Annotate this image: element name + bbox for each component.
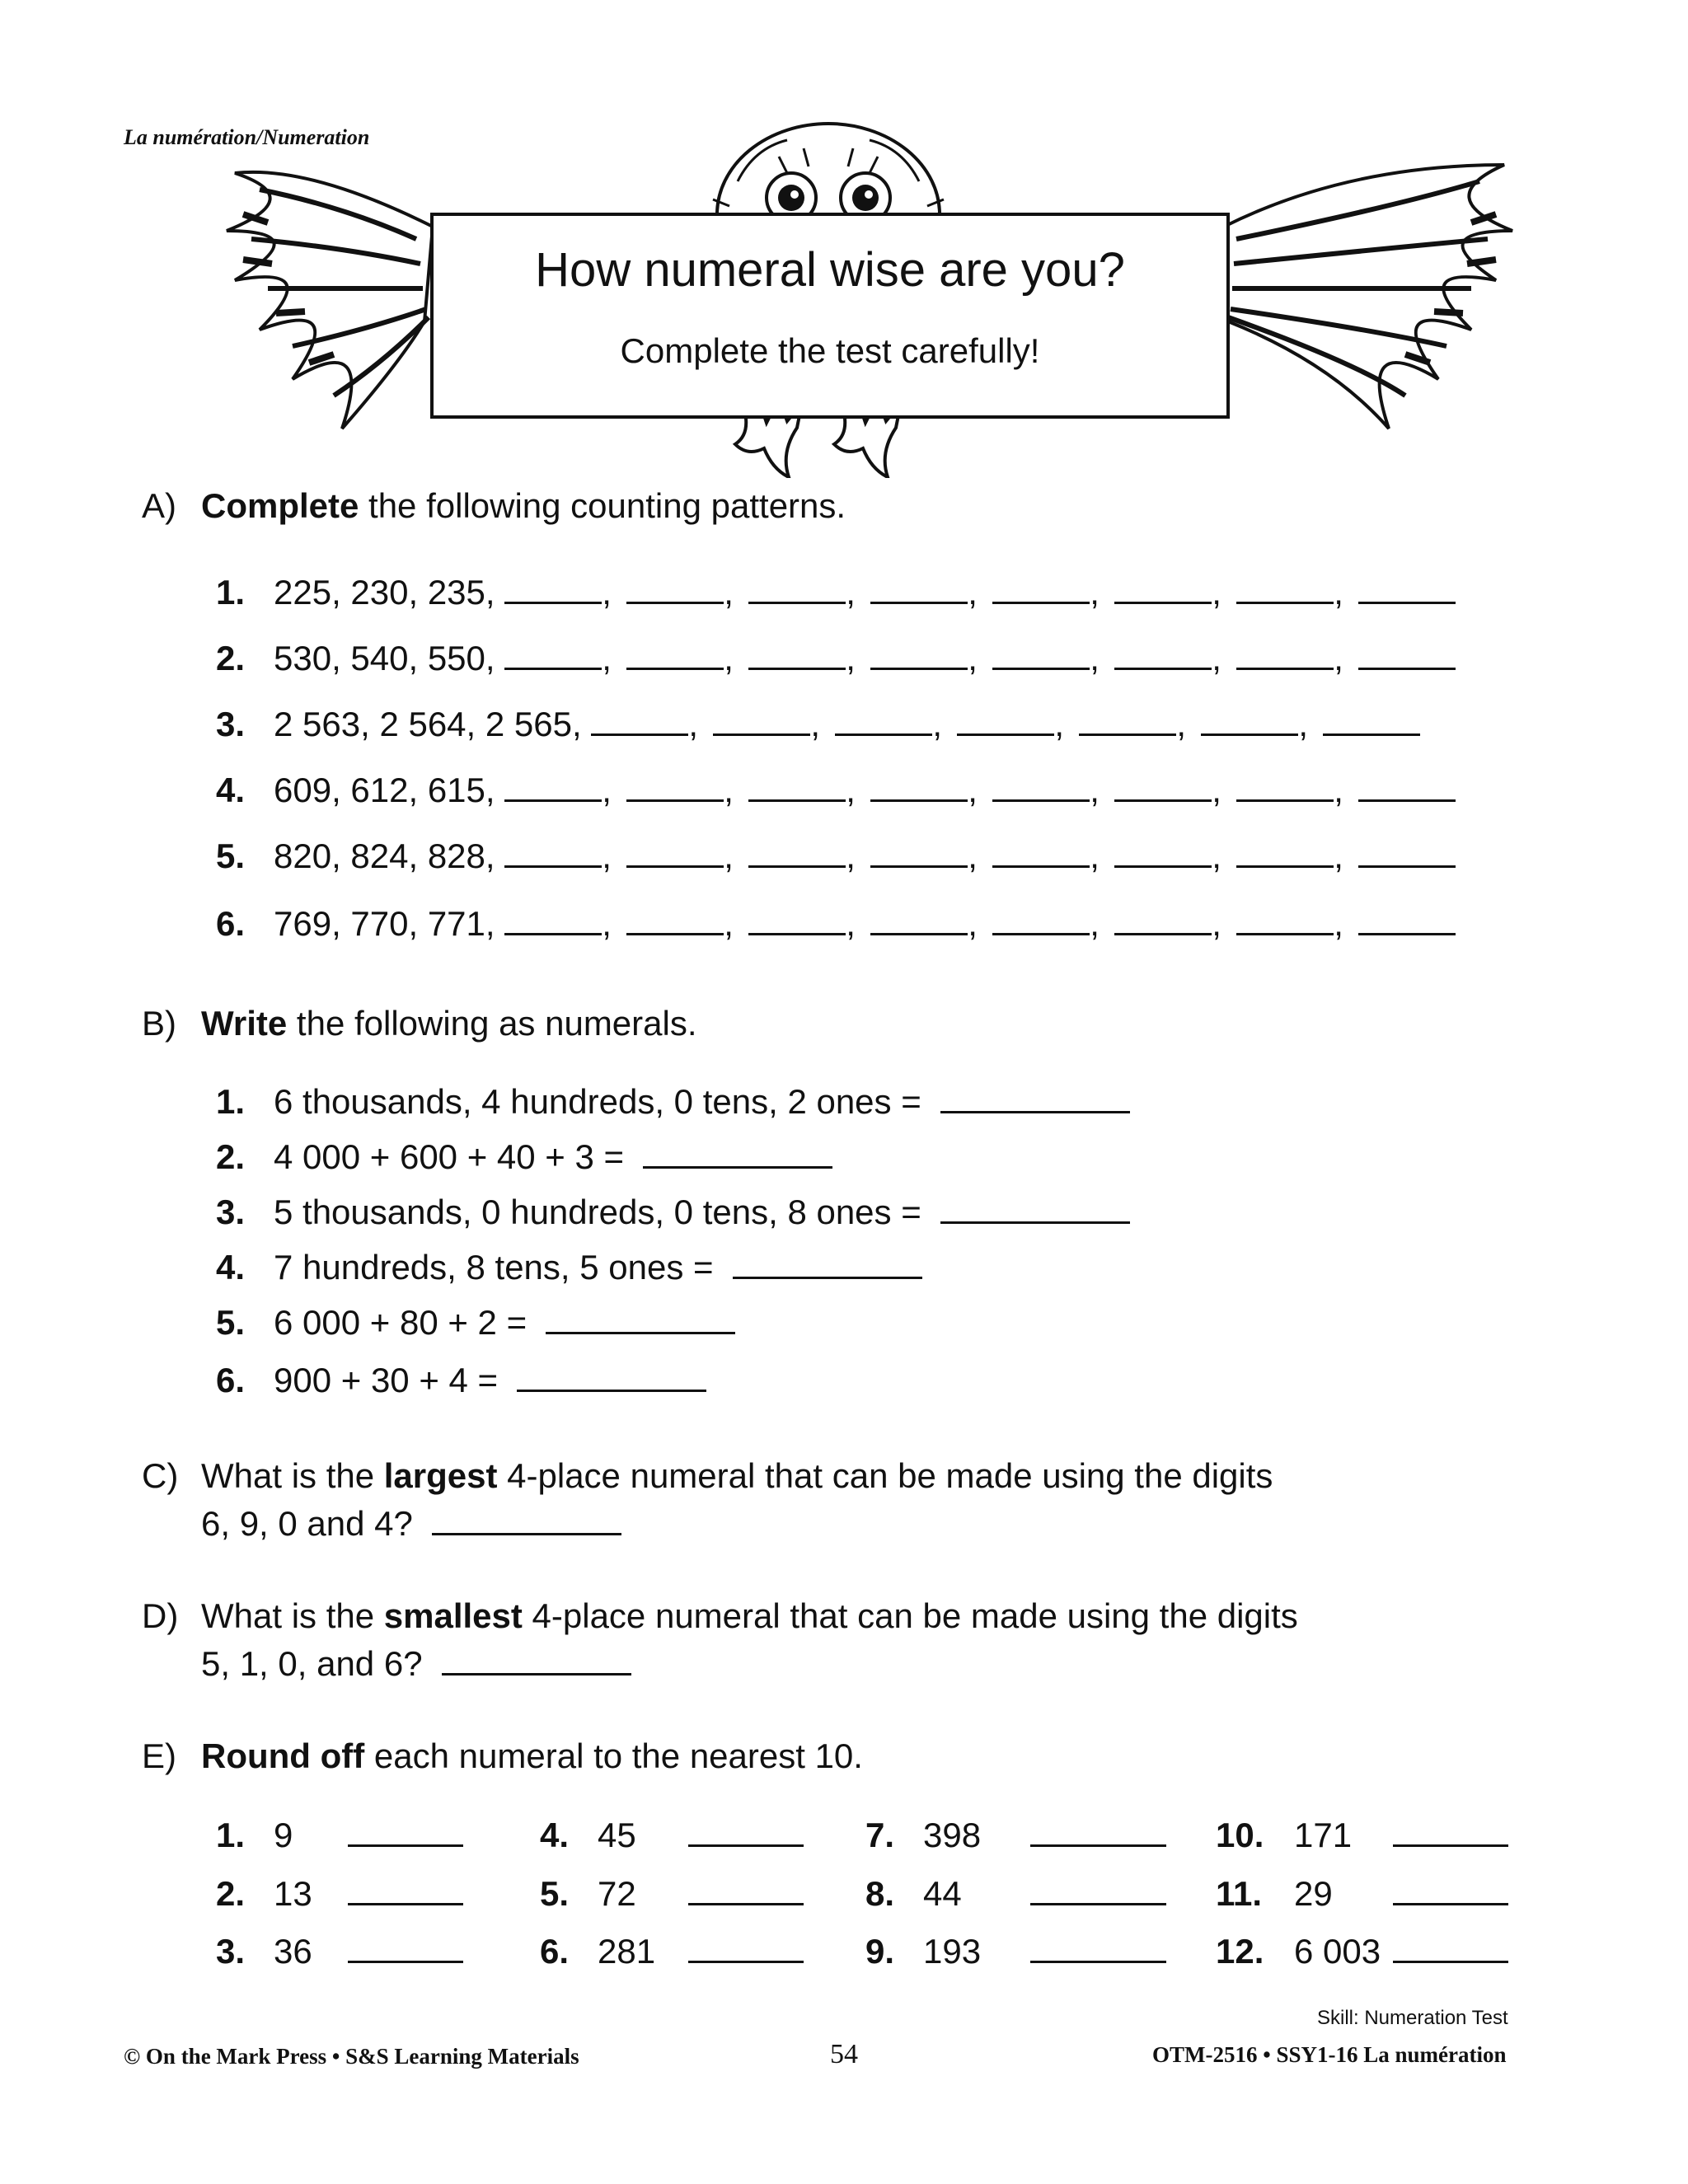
answer-blank[interactable] — [1114, 799, 1212, 802]
section-d-pre: What is the — [201, 1596, 384, 1635]
answer-blank[interactable] — [348, 1961, 463, 1963]
item-number: 2. — [216, 1874, 246, 1913]
comma-separator: , — [1298, 705, 1308, 743]
answer-blank[interactable] — [748, 668, 846, 670]
section-a-bold: Complete — [201, 486, 359, 525]
comma-separator: , — [1054, 705, 1064, 743]
pattern-start: 609, 612, 615, — [274, 771, 495, 809]
numeral-row — [216, 1082, 1130, 1122]
comma-separator: , — [810, 705, 820, 743]
section-c-question — [142, 1456, 1273, 1496]
answer-blank[interactable] — [1114, 865, 1212, 868]
comma-separator: , — [724, 573, 734, 612]
item-number: 2. — [216, 639, 246, 677]
answer-blank[interactable] — [442, 1673, 631, 1675]
comma-separator: , — [1090, 573, 1100, 612]
answer-blank[interactable] — [504, 668, 602, 670]
rounding-item — [865, 1932, 1166, 1971]
numeral-expression: 5 thousands, 0 hundreds, 0 tens, 8 ones = — [274, 1193, 921, 1231]
pattern-start: 225, 230, 235, — [274, 573, 495, 612]
section-e-bold: Round off — [201, 1736, 365, 1775]
answer-blank[interactable] — [1323, 733, 1420, 736]
answer-blank[interactable] — [1358, 933, 1456, 935]
answer-blank[interactable] — [748, 799, 846, 802]
numeral-row — [216, 1193, 1130, 1232]
item-number: 11. — [1216, 1874, 1263, 1913]
item-number: 12. — [1216, 1932, 1264, 1971]
comma-separator: , — [602, 771, 612, 809]
comma-separator: , — [724, 639, 734, 677]
answer-blank[interactable] — [870, 668, 968, 670]
item-number: 6. — [540, 1932, 570, 1971]
pattern-start: 820, 824, 828, — [274, 837, 495, 875]
answer-blank[interactable] — [1236, 602, 1334, 604]
answer-blank[interactable] — [870, 602, 968, 604]
answer-blank[interactable] — [626, 799, 724, 802]
rounding-value: 72 — [598, 1874, 636, 1913]
answer-blank[interactable] — [1079, 733, 1176, 736]
answer-blank[interactable] — [992, 865, 1090, 868]
answer-blank[interactable] — [733, 1277, 922, 1279]
answer-blank[interactable] — [643, 1166, 832, 1169]
item-number: 5. — [216, 837, 246, 875]
section-d-question — [142, 1596, 1298, 1636]
numeral-expression: 900 + 30 + 4 = — [274, 1361, 499, 1399]
section-c-digits: 6, 9, 0 and 4? — [201, 1504, 413, 1543]
answer-blank[interactable] — [1358, 799, 1456, 802]
comma-separator: , — [1334, 771, 1343, 809]
comma-separator: , — [602, 639, 612, 677]
answer-blank[interactable] — [870, 799, 968, 802]
rounding-item — [865, 1874, 1166, 1914]
comma-separator: , — [1212, 837, 1221, 875]
comma-separator: , — [1334, 904, 1343, 943]
answer-blank[interactable] — [713, 733, 810, 736]
comma-separator: , — [602, 837, 612, 875]
section-b-text: the following as numerals. — [287, 1004, 697, 1043]
section-b-heading — [142, 1004, 697, 1043]
answer-blank[interactable] — [1201, 733, 1298, 736]
answer-blank[interactable] — [626, 602, 724, 604]
rounding-item — [1216, 1816, 1508, 1855]
comma-separator: , — [846, 573, 856, 612]
answer-blank[interactable] — [1393, 1844, 1508, 1847]
numeral-row — [216, 1137, 832, 1177]
numeral-row — [216, 1248, 922, 1287]
answer-blank[interactable] — [432, 1533, 621, 1535]
section-d-line2 — [201, 1644, 631, 1684]
item-number: 3. — [216, 1932, 246, 1971]
numeral-expression: 7 hundreds, 8 tens, 5 ones = — [274, 1248, 714, 1286]
rounding-item — [1216, 1874, 1508, 1914]
item-number: 1. — [216, 573, 246, 612]
rounding-value: 13 — [274, 1874, 312, 1913]
item-number: 5. — [540, 1874, 570, 1913]
comma-separator: , — [968, 904, 978, 943]
answer-blank[interactable] — [748, 602, 846, 604]
answer-blank[interactable] — [1236, 865, 1334, 868]
comma-separator: , — [846, 639, 856, 677]
comma-separator: , — [1334, 639, 1343, 677]
page-subtitle: Complete the test carefully! — [620, 331, 1040, 370]
section-c-post: 4-place numeral that can be made using the digits — [497, 1456, 1273, 1495]
numeral-row — [216, 1361, 706, 1400]
rounding-value: 44 — [923, 1874, 962, 1913]
answer-blank[interactable] — [517, 1390, 706, 1392]
item-number: 9. — [865, 1932, 895, 1971]
comma-separator: , — [932, 705, 942, 743]
rounding-item — [540, 1932, 804, 1971]
answer-blank[interactable] — [688, 1844, 804, 1847]
answer-blank[interactable] — [748, 933, 846, 935]
section-c-line2 — [201, 1504, 621, 1544]
comma-separator: , — [1090, 771, 1100, 809]
comma-separator: , — [724, 904, 734, 943]
pattern-row — [216, 573, 1456, 612]
pattern-row — [216, 904, 1456, 944]
rounding-item — [540, 1816, 804, 1855]
comma-separator: , — [1212, 771, 1221, 809]
answer-blank[interactable] — [992, 799, 1090, 802]
rounding-value: 29 — [1294, 1874, 1333, 1913]
item-number: 7. — [865, 1816, 895, 1854]
answer-blank[interactable] — [1030, 1844, 1166, 1847]
answer-blank[interactable] — [1236, 799, 1334, 802]
comma-separator: , — [1212, 573, 1221, 612]
numeral-row — [216, 1303, 735, 1343]
item-number: 6. — [216, 1361, 246, 1399]
answer-blank[interactable] — [1030, 1903, 1166, 1905]
section-letter: E) — [142, 1736, 176, 1775]
answer-blank[interactable] — [835, 733, 932, 736]
comma-separator: , — [846, 771, 856, 809]
comma-separator: , — [688, 705, 698, 743]
comma-separator: , — [602, 904, 612, 943]
item-number: 4. — [540, 1816, 570, 1854]
rounding-value: 398 — [923, 1816, 982, 1854]
title-box — [430, 213, 1230, 419]
answer-blank[interactable] — [1030, 1961, 1166, 1963]
comma-separator: , — [968, 837, 978, 875]
comma-separator: , — [968, 573, 978, 612]
item-number: 3. — [216, 1193, 246, 1231]
item-number: 8. — [865, 1874, 895, 1913]
rounding-value: 9 — [274, 1816, 293, 1854]
section-letter: B) — [142, 1004, 176, 1043]
footer-code: OTM-2516 • SSY1-16 La numération — [1152, 2042, 1507, 2067]
answer-blank[interactable] — [1358, 602, 1456, 604]
answer-blank[interactable] — [1393, 1961, 1508, 1963]
answer-blank[interactable] — [504, 933, 602, 935]
pattern-start: 530, 540, 550, — [274, 639, 495, 677]
comma-separator: , — [1334, 837, 1343, 875]
answer-blank[interactable] — [1236, 668, 1334, 670]
answer-blank[interactable] — [688, 1903, 804, 1905]
numeral-expression: 6 000 + 80 + 2 = — [274, 1303, 528, 1342]
answer-blank[interactable] — [870, 865, 968, 868]
section-a-heading — [142, 486, 846, 526]
item-number: 4. — [216, 771, 246, 809]
section-c-pre: What is the — [201, 1456, 384, 1495]
answer-blank[interactable] — [626, 668, 724, 670]
answer-blank[interactable] — [504, 799, 602, 802]
pattern-row — [216, 705, 1420, 744]
item-number: 3. — [216, 705, 246, 743]
item-number: 2. — [216, 1137, 246, 1176]
rounding-item — [540, 1874, 804, 1914]
answer-blank[interactable] — [348, 1844, 463, 1847]
answer-blank[interactable] — [1358, 668, 1456, 670]
answer-blank[interactable] — [626, 865, 724, 868]
answer-blank[interactable] — [504, 865, 602, 868]
answer-blank[interactable] — [1114, 933, 1212, 935]
answer-blank[interactable] — [591, 733, 688, 736]
page-number: 54 — [830, 2039, 858, 2069]
footer-publisher: © On the Mark Press • S&S Learning Materials — [124, 2044, 579, 2069]
comma-separator: , — [1090, 639, 1100, 677]
answer-blank[interactable] — [992, 668, 1090, 670]
answer-blank[interactable] — [504, 602, 602, 604]
comma-separator: , — [1090, 837, 1100, 875]
section-letter: C) — [142, 1456, 179, 1495]
item-number: 10. — [1216, 1816, 1264, 1854]
section-e-heading — [142, 1736, 863, 1776]
comma-separator: , — [1212, 639, 1221, 677]
rounding-value: 6 003 — [1294, 1932, 1381, 1971]
comma-separator: , — [1212, 904, 1221, 943]
pattern-start: 769, 770, 771, — [274, 904, 495, 943]
rounding-value: 45 — [598, 1816, 636, 1854]
comma-separator: , — [602, 573, 612, 612]
header-label: La numération/Numeration — [124, 125, 370, 149]
answer-blank[interactable] — [1236, 933, 1334, 935]
comma-separator: , — [724, 837, 734, 875]
answer-blank[interactable] — [546, 1332, 735, 1334]
answer-blank[interactable] — [1358, 865, 1456, 868]
page-title: How numeral wise are you? — [535, 243, 1125, 297]
rounding-item — [1216, 1932, 1508, 1971]
numeral-expression: 4 000 + 600 + 40 + 3 = — [274, 1137, 625, 1176]
pattern-row — [216, 639, 1456, 678]
answer-blank[interactable] — [348, 1903, 463, 1905]
rounding-value: 171 — [1294, 1816, 1353, 1854]
comma-separator: , — [1176, 705, 1186, 743]
section-a-text: the following counting patterns. — [359, 486, 846, 525]
comma-separator: , — [724, 771, 734, 809]
item-number: 1. — [216, 1082, 246, 1121]
rounding-item — [865, 1816, 1166, 1855]
footer-skill: Skill: Numeration Test — [1317, 2007, 1508, 2029]
comma-separator: , — [968, 771, 978, 809]
section-letter: D) — [142, 1596, 179, 1635]
section-e-text: each numeral to the nearest 10. — [364, 1736, 863, 1775]
answer-blank[interactable] — [992, 933, 1090, 935]
section-d-digits: 5, 1, 0, and 6? — [201, 1644, 423, 1683]
comma-separator: , — [1090, 904, 1100, 943]
item-number: 5. — [216, 1303, 246, 1342]
numeral-expression: 6 thousands, 4 hundreds, 0 tens, 2 ones = — [274, 1082, 921, 1121]
answer-blank[interactable] — [957, 733, 1054, 736]
rounding-value: 36 — [274, 1932, 312, 1971]
answer-blank[interactable] — [1114, 602, 1212, 604]
comma-separator: , — [1334, 573, 1343, 612]
rounding-item — [216, 1816, 463, 1855]
answer-blank[interactable] — [626, 933, 724, 935]
section-c-bold: largest — [383, 1456, 498, 1495]
answer-blank[interactable] — [1114, 668, 1212, 670]
section-b-bold: Write — [201, 1004, 288, 1043]
answer-blank[interactable] — [1393, 1903, 1508, 1905]
section-d-bold: smallest — [383, 1596, 523, 1635]
item-number: 4. — [216, 1248, 246, 1286]
rounding-item — [216, 1932, 463, 1971]
section-d-post: 4-place numeral that can be made using the digits — [522, 1596, 1298, 1635]
answer-blank[interactable] — [870, 933, 968, 935]
answer-blank[interactable] — [992, 602, 1090, 604]
rounding-value: 281 — [598, 1932, 656, 1971]
section-letter: A) — [142, 486, 176, 525]
owl-left-wing — [227, 172, 433, 429]
comma-separator: , — [968, 639, 978, 677]
comma-separator: , — [846, 837, 856, 875]
item-number: 6. — [216, 904, 246, 943]
answer-blank[interactable] — [748, 865, 846, 868]
pattern-start: 2 563, 2 564, 2 565, — [274, 705, 582, 743]
answer-blank[interactable] — [940, 1221, 1130, 1224]
owl-right-wing — [1224, 165, 1512, 429]
rounding-value: 193 — [923, 1932, 982, 1971]
answer-blank[interactable] — [688, 1961, 804, 1963]
comma-separator: , — [846, 904, 856, 943]
rounding-item — [216, 1874, 463, 1914]
answer-blank[interactable] — [940, 1111, 1130, 1113]
item-number: 1. — [216, 1816, 246, 1854]
pattern-row — [216, 837, 1456, 876]
pattern-row — [216, 771, 1456, 810]
